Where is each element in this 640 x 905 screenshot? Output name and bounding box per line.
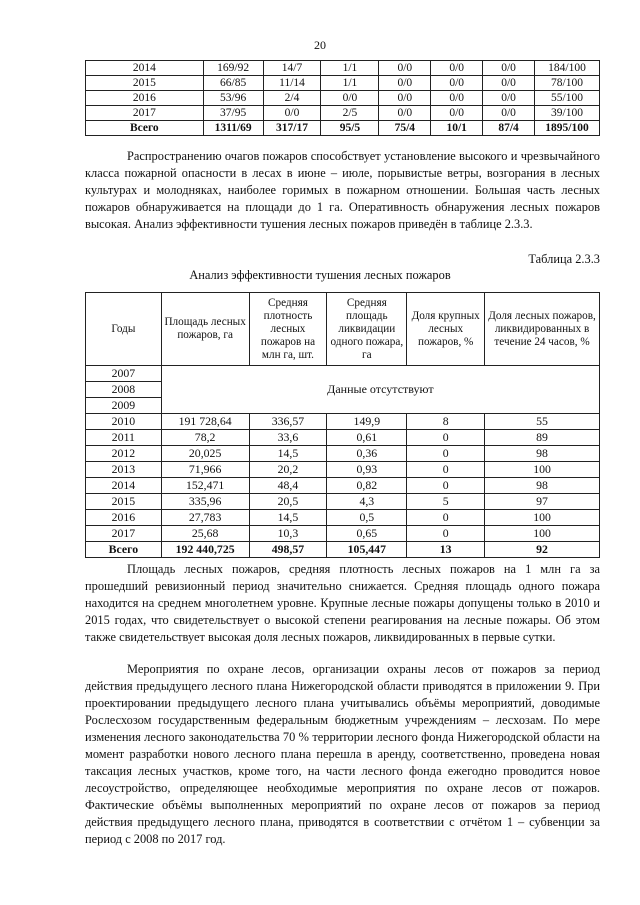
table-cell: 0/0 <box>483 76 535 91</box>
table-cell: 0/0 <box>483 106 535 121</box>
fire-statistics-table-continued <box>85 60 600 136</box>
fire-suppression-efficiency-table <box>85 292 600 558</box>
table-cell: 37/95 <box>203 106 263 121</box>
table-cell: 1895/100 <box>535 121 600 136</box>
table-cell: 2011 <box>86 430 162 446</box>
table-cell: 14,5 <box>249 446 327 462</box>
table-cell: 48,4 <box>249 478 327 494</box>
table-cell: 0 <box>407 446 485 462</box>
table-cell: 0/0 <box>431 61 483 76</box>
table-cell: 4,3 <box>327 494 407 510</box>
table-cell: 2017 <box>86 106 204 121</box>
table-cell: 1/1 <box>321 76 379 91</box>
table-cell: 0/0 <box>483 91 535 106</box>
table-cell: 105,447 <box>327 542 407 558</box>
table-cell: 2013 <box>86 462 162 478</box>
table-cell: 0,93 <box>327 462 407 478</box>
column-header: Средняя площадь ликвидации одного пожара, га <box>327 293 407 366</box>
table-caption-title: Анализ эффективности тушения лесных пожаров <box>189 268 451 282</box>
table-cell: 2014 <box>86 478 162 494</box>
table-row <box>86 526 600 542</box>
table-cell: 92 <box>485 542 600 558</box>
table-caption-number: Таблица 2.3.3 <box>528 252 600 266</box>
table-cell: 2014 <box>86 61 204 76</box>
table-row <box>86 430 600 446</box>
table-cell: 152,471 <box>161 478 249 494</box>
table-cell: 100 <box>485 462 600 478</box>
table-cell: 0/0 <box>431 76 483 91</box>
table-total-row <box>86 542 600 558</box>
table-cell: 66/85 <box>203 76 263 91</box>
table-cell: 89 <box>485 430 600 446</box>
table-cell: 1311/69 <box>203 121 263 136</box>
table-cell: 100 <box>485 526 600 542</box>
table-cell: 191 728,64 <box>161 414 249 430</box>
table-cell: 5 <box>407 494 485 510</box>
table-row <box>86 76 600 91</box>
table-cell: 0/0 <box>379 61 431 76</box>
table-cell: 8 <box>407 414 485 430</box>
table-cell: 78,2 <box>161 430 249 446</box>
table-cell: 2015 <box>86 76 204 91</box>
column-header: Доля крупных лесных пожаров, % <box>407 293 485 366</box>
column-header: Средняя плотность лесных пожаров на млн га, шт. <box>249 293 327 366</box>
column-header: Доля лесных пожаров, ликвидированных в течение 24 часов, % <box>485 293 600 366</box>
table-cell: 75/4 <box>379 121 431 136</box>
table-row <box>86 462 600 478</box>
table-cell: 97 <box>485 494 600 510</box>
page-number: 20 <box>314 38 326 52</box>
table-cell: 336,57 <box>249 414 327 430</box>
table-cell: 98 <box>485 478 600 494</box>
table-cell: 2007 <box>86 366 162 382</box>
table-cell: 78/100 <box>535 76 600 91</box>
table-cell: 169/92 <box>203 61 263 76</box>
table-cell: 0/0 <box>321 91 379 106</box>
table-cell: 0/0 <box>263 106 321 121</box>
table-cell: 0 <box>407 478 485 494</box>
table-cell: 2009 <box>86 398 162 414</box>
table-row <box>86 446 600 462</box>
table-cell: 53/96 <box>203 91 263 106</box>
table-cell: 192 440,725 <box>161 542 249 558</box>
table-cell: 0,36 <box>327 446 407 462</box>
table-cell: 2015 <box>86 494 162 510</box>
column-header: Годы <box>86 293 162 366</box>
table-row <box>86 494 600 510</box>
table-cell: 1/1 <box>321 61 379 76</box>
table-row <box>86 61 600 76</box>
table-cell: 2008 <box>86 382 162 398</box>
table-cell: 2016 <box>86 91 204 106</box>
table-cell: 11/14 <box>263 76 321 91</box>
table-cell: 498,57 <box>249 542 327 558</box>
table-row <box>86 510 600 526</box>
table-cell: 2/4 <box>263 91 321 106</box>
table-cell: 100 <box>485 510 600 526</box>
table-cell: 0,61 <box>327 430 407 446</box>
table-cell: 2010 <box>86 414 162 430</box>
table-cell: 10/1 <box>431 121 483 136</box>
table-cell: 0,5 <box>327 510 407 526</box>
no-data-cell: Данные отсутствуют <box>161 366 599 414</box>
table-cell: 39/100 <box>535 106 600 121</box>
table-cell: 98 <box>485 446 600 462</box>
paragraph: Мероприятия по охране лесов, организации охраны лесов от пожаров за период действия предыдущего лесного плана Нижегородской области приводятся в приложении 9. При проектировании предыдущего лесного плана учитывались объёмы мероприятий, доводимые Рослесхозом государственным федеральным бюджетным учреждениям – лесхозам. По мере изменения лесного законодательства 70 % территории лесного фонда Нижегородской области на момент разработки нового лесного плана перешла в аренду, соответственно, проведена новая таксация лесных участков, кроме того, на части лесного фонда ежегодно проводится новое лесоустройство, определяющее необходимые мероприятия по охране лесов от пожаров. Фактические объёмы выполненных мероприятий по охране лесов от пожаров за период действия предыдущего лесного плана, приводятся в соответствии с отчётом 1 – субвенции за период с 2008 по 2017 год. <box>85 662 600 846</box>
table-cell: 2012 <box>86 446 162 462</box>
table-row <box>86 366 600 382</box>
table-cell: 55/100 <box>535 91 600 106</box>
column-header: Площадь лесных пожаров, га <box>161 293 249 366</box>
table-cell: 317/17 <box>263 121 321 136</box>
table-cell: Всего <box>86 542 162 558</box>
table-cell: 55 <box>485 414 600 430</box>
table-cell: 0 <box>407 526 485 542</box>
table-row <box>86 91 600 106</box>
table-cell: 13 <box>407 542 485 558</box>
table-cell: 2/5 <box>321 106 379 121</box>
table-cell: 0 <box>407 462 485 478</box>
table-cell: 0/0 <box>431 106 483 121</box>
table-cell: 14,5 <box>249 510 327 526</box>
paragraph: Площадь лесных пожаров, средняя плотность лесных пожаров на 1 млн га за прошедший ревизионный период значительно снижается. Средняя площадь одного пожара находится на среднем многолетнем уровне. Крупные лесные пожары допущены только в 2010 и 2015 годах, что свидетельствует о высокой степени реагирования на лесные пожары. Об этом также свидетельствует высокая доля лесных пожаров, ликвидированных в первые сутки. <box>85 562 600 644</box>
table-header-row <box>86 293 600 366</box>
table-total-row <box>86 121 600 136</box>
table-cell: 0,65 <box>327 526 407 542</box>
paragraph: Распространению очагов пожаров способствует установление высокого и чрезвычайного класса пожарной опасности в лесах в июне – июле, порывистые ветры, возгорания в лесных культурах и молодняках, наиболее горимых в пожарном отношении. Большая часть лесных пожаров обнаруживается на площади до 1 га. Оперативность обнаружения лесных пожаров высокая. Анализ эффективности тушения лесных пожаров приведён в таблице 2.3.3. <box>85 149 600 231</box>
table-cell: 2016 <box>86 510 162 526</box>
table-cell: 25,68 <box>161 526 249 542</box>
table-cell: 0/0 <box>379 106 431 121</box>
table-cell: 0/0 <box>379 76 431 91</box>
table-cell: 0 <box>407 430 485 446</box>
table-row <box>86 478 600 494</box>
table-row <box>86 414 600 430</box>
table-cell: 20,025 <box>161 446 249 462</box>
table-cell: 33,6 <box>249 430 327 446</box>
table-cell: 0/0 <box>379 91 431 106</box>
table-cell: 87/4 <box>483 121 535 136</box>
table-row <box>86 106 600 121</box>
table-cell: 0/0 <box>431 91 483 106</box>
table-cell: 95/5 <box>321 121 379 136</box>
table-cell: 20,5 <box>249 494 327 510</box>
table-cell: 14/7 <box>263 61 321 76</box>
table-cell: 2017 <box>86 526 162 542</box>
table-cell: 0 <box>407 510 485 526</box>
table-cell: 149,9 <box>327 414 407 430</box>
table-cell: 184/100 <box>535 61 600 76</box>
table-cell: 0/0 <box>483 61 535 76</box>
table-cell: 335,96 <box>161 494 249 510</box>
table-cell: 20,2 <box>249 462 327 478</box>
table-cell: 27,783 <box>161 510 249 526</box>
table-cell: 10,3 <box>249 526 327 542</box>
table-cell: 0,82 <box>327 478 407 494</box>
table-cell: Всего <box>86 121 204 136</box>
table-cell: 71,966 <box>161 462 249 478</box>
